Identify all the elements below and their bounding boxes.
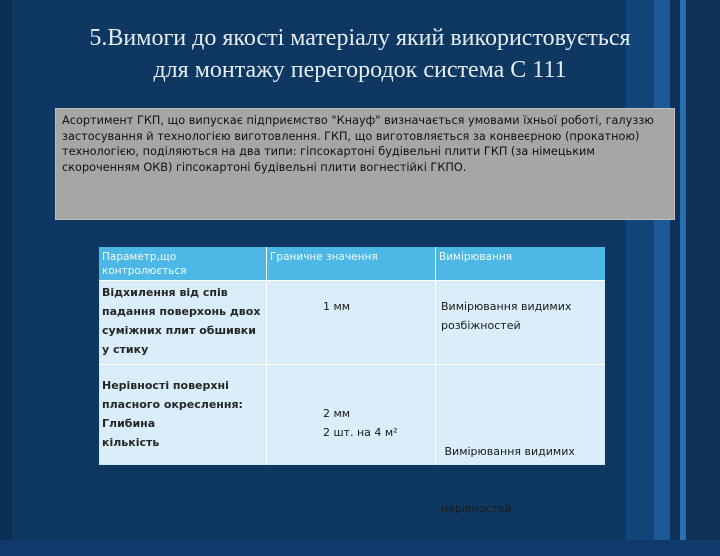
header-param-line2: контролюється xyxy=(102,265,187,277)
header-param-line1: Параметр,що xyxy=(102,251,177,263)
cell-line: суміжних плит обшивки xyxy=(102,324,256,337)
decor-stripe xyxy=(680,0,686,540)
cell-line: розбіжностей xyxy=(441,319,521,332)
cell-line: Відхилення від спів xyxy=(102,286,228,299)
header-limit: Граничне значення xyxy=(270,251,378,263)
table-row-2-param xyxy=(102,376,243,452)
row-divider xyxy=(99,364,605,365)
cell-line: Вимірювання видимих xyxy=(441,300,572,313)
cell-line: Вимірювання видимих xyxy=(441,445,575,458)
cell-line: кількість xyxy=(102,436,160,449)
intro-text: Асортимент ГКП, що випускає підприємство "Кнауф" визначається умовами їхньої роботі, галуззю застосування й технологією виготовлення. ГКП, що виготовляється за конвеєрною (прокатною) технологією, поділяються на два типи: гіпсокартоні будівельні плити ГКП (за німецьким скороченням ОКВ) гіпсокартоні будівельні плити вогнестійкі ГКПО. xyxy=(62,114,654,174)
slide-title xyxy=(40,22,680,86)
header-measure: Вимірювання xyxy=(439,251,513,263)
cell-line: у стику xyxy=(102,343,149,356)
intro-text-box xyxy=(55,108,675,220)
left-accent-bar xyxy=(0,0,12,540)
table-header-row xyxy=(99,247,605,280)
cell-line: 1 мм xyxy=(323,300,351,313)
cell-line: пласного окреслення: xyxy=(102,398,243,411)
cell-line: Глибина xyxy=(102,417,156,430)
row-divider xyxy=(99,280,605,281)
cell-line: 2 мм xyxy=(323,407,351,420)
cell-line: падання поверхонь двох xyxy=(102,305,261,318)
slide-title-line1: 5.Вимоги до якості матеріалу який використовується xyxy=(89,25,631,51)
header-param xyxy=(102,250,187,278)
table-row-1-limit xyxy=(323,297,350,316)
requirements-table xyxy=(99,247,605,515)
table-row-2-limit xyxy=(323,404,398,442)
table-row-2-measure xyxy=(441,404,575,556)
cell-line: нерівностей xyxy=(441,502,512,515)
cell-line: 2 шт. на 4 м² xyxy=(323,426,398,439)
cell-line: Нерівності поверхні xyxy=(102,379,229,392)
table-row-1-param xyxy=(102,283,260,359)
table-row-1-measure xyxy=(441,297,571,335)
slide-title-line2: для монтажу перегородок система С 111 xyxy=(153,57,567,83)
